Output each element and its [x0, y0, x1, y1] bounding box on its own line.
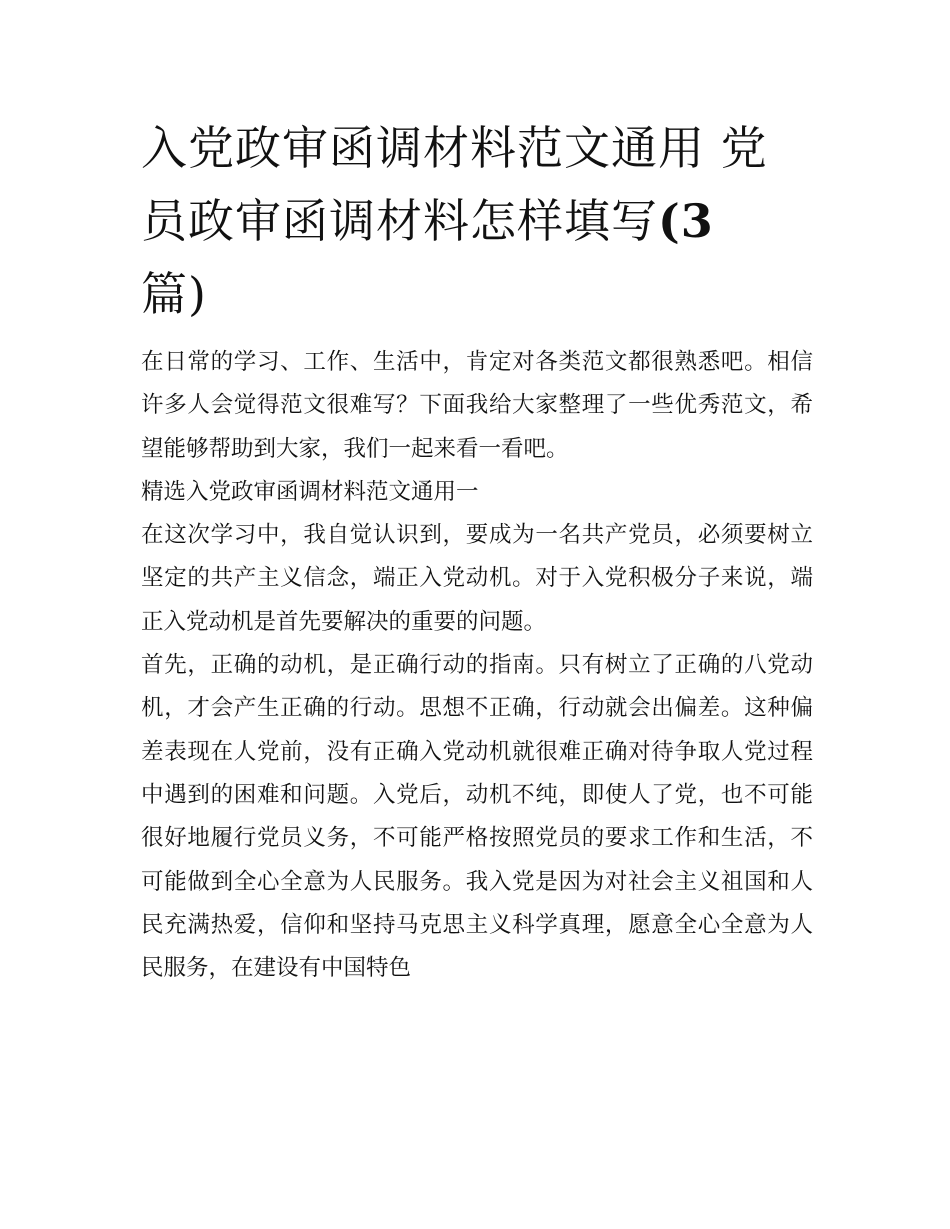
- title-end: 篇): [141, 267, 207, 321]
- body-paragraph-1: 在这次学习中，我自觉认识到，要成为一名共产党员，必须要树立坚定的共产主义信念，端正入党动机。对于入党积极分子来说，端正入党动机是首先要解决的重要的问题。: [141, 522, 813, 635]
- document-page: [141, 112, 813, 990]
- document-title: [141, 112, 813, 331]
- title-tail: (3: [658, 194, 714, 248]
- body-paragraph-2: 首先，正确的动机，是正确行动的指南。只有树立了正确的八党动机，才会产生正确的行动。思想不正确，行动就会出偏差。这种偏差表现在人党前，没有正确入党动机就很难正确对待争取人党过程中遇到的困难和问题。入党后，动机不纯，即使人了党，也不可能很好地履行党员义务，不可能严格按照党员的要求工作和生活，不可能做到全心全意为人民服务。我入党是因为对社会主义祖国和人民充满热爱，信仰和坚持马克思主义科学真理，愿意全心全意为人民服务，在建设有中国特色: [141, 652, 813, 982]
- intro-paragraph: 在日常的学习、工作、生活中，肯定对各类范文都很熟悉吧。相信许多人会觉得范文很难写？下面我给大家整理了一些优秀范文，希望能够帮助到大家，我们一起来看一看吧。: [141, 349, 813, 462]
- document-body: [141, 341, 813, 990]
- section-heading: 精选入党政审函调材料范文通用一: [141, 478, 479, 505]
- title-main: 入党政审函调材料范文通用 党员政审函调材料怎样填写: [141, 121, 768, 248]
